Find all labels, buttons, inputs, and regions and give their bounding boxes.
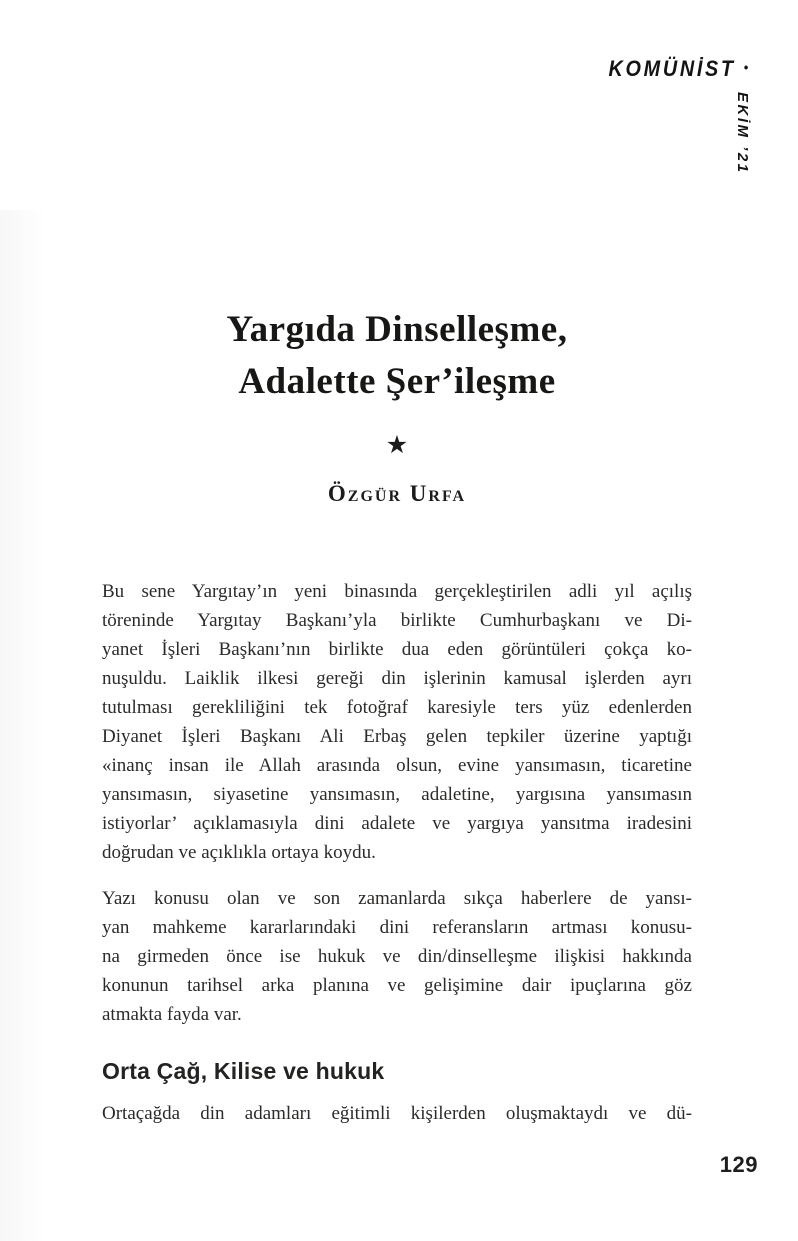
masthead-bullet-icon: • — [743, 59, 748, 75]
section-paragraph — [102, 1099, 692, 1128]
body-line: yanet İşleri Başkanı’nın birlikte dua eden görüntüleri çokça ko- — [102, 639, 692, 660]
issue-date-label: EKİM ’21 — [734, 92, 751, 175]
section-heading: Orta Çağ, Kilise ve hukuk — [102, 1058, 385, 1084]
paragraph — [102, 1099, 692, 1128]
article-title-line1: Yargıda Dinselleşme, — [226, 309, 568, 350]
magazine-masthead — [608, 56, 748, 82]
body-line: Ortaçağda din adamları eğitimli kişilerden oluşmaktaydı ve dü- — [102, 1103, 692, 1124]
body-line: konunun tarihsel arka planına ve gelişimine dair ipuçlarına göz — [102, 975, 692, 996]
body-line: Diyanet İşleri Başkanı Ali Erbaş gelen tepkiler üzerine yaptığı — [102, 726, 692, 747]
paragraph — [102, 884, 692, 1029]
article-body — [102, 577, 692, 1145]
body-paragraphs — [102, 577, 692, 1029]
body-line: na girmeden önce ise hukuk ve din/dinselleşme ilişkisi hakkında — [102, 946, 692, 967]
body-line: töreninde Yargıtay Başkanı’yla birlikte Cumhurbaşkanı ve Di- — [102, 610, 692, 631]
article-title — [102, 304, 692, 408]
body-line: tutulması gerekliliğini tek fotoğraf karesiyle ters yüz edenlerden — [102, 697, 692, 718]
body-line: istiyorlar’ açıklamasıyla dini adalete ve yargıya yansıtma iradesini — [102, 813, 692, 834]
body-line: atmakta fayda var. — [102, 1004, 242, 1025]
body-line: yansımasın, siyasetine yansımasın, adaletine, yargısına yansımasın — [102, 784, 692, 805]
body-line: Bu sene Yargıtay’ın yeni binasında gerçekleştirilen adli yıl açılış — [102, 581, 692, 602]
star-divider-icon: ★ — [385, 430, 409, 459]
article-author: Özgür Urfa — [327, 481, 467, 506]
body-line: doğrudan ve açıklıkla ortaya koydu. — [102, 842, 376, 863]
page-edge-shadow — [0, 210, 46, 1241]
body-line: Yazı konusu olan ve son zamanlarda sıkça haberlere de yansı- — [102, 888, 692, 909]
paragraph — [102, 577, 692, 867]
body-line: nuşuldu. Laiklik ilkesi gereği din işlerinin kamusal işlerden ayrı — [102, 668, 692, 689]
body-line: «inanç insan ile Allah arasında olsun, evine yansımasın, ticaretine — [102, 755, 692, 776]
article-title-line2: Adalette Şer’ileşme — [238, 361, 556, 402]
magazine-name: KOMÜNİST — [608, 56, 736, 81]
body-line: yan mahkeme kararlarındaki dini referansların artması konusu- — [102, 917, 692, 938]
page-number: 129 — [719, 1152, 758, 1177]
